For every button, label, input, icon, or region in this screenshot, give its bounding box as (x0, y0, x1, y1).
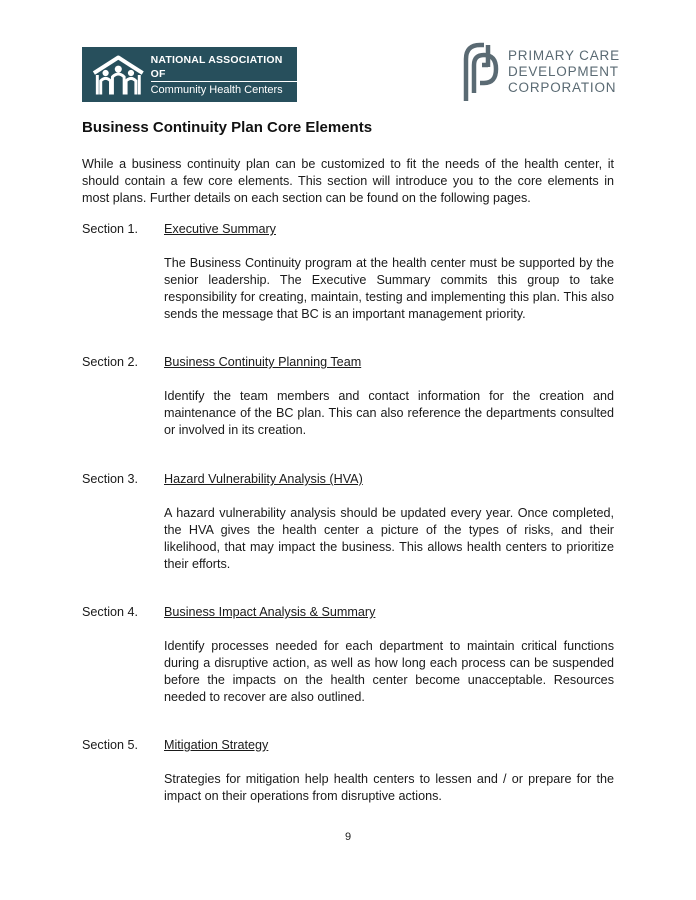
section-5-heading: Mitigation Strategy (164, 738, 269, 752)
section-4-label: Section 4. (82, 605, 139, 619)
section-2-heading: Business Continuity Planning Team (164, 355, 362, 369)
page-title: Business Continuity Plan Core Elements (82, 119, 373, 136)
nachc-logo-line2: Community Health Centers (151, 81, 297, 97)
section-5-body: Strategies for mitigation help health centers to lessen and / or prepare for the impact on their operations from disruptive actions. (164, 772, 614, 803)
nachc-logo-line1: NATIONAL ASSOCIATION OF (150, 53, 283, 80)
section-3-heading: Hazard Vulnerability Analysis (HVA) (164, 472, 363, 486)
page-number: 9 (344, 831, 352, 843)
section-1-body: The Business Continuity program at the health center must be supported by the senior leadership. The Executive Summary commits this group to take responsibility for creating, maintain, testing and implementing this plan. This also sends the message that BC is an important management priority. (164, 256, 614, 321)
intro-paragraph: While a business continuity plan can be customized to fit the needs of the health center, it should contain a few core elements. This section will introduce you to the core elements in most plans. Further details on each section can be found on the following pages. (82, 157, 614, 205)
section-2-body: Identify the team members and contact information for the creation and maintenance of the BC plan. This can also reference the departments consulted or involved in its creation. (164, 389, 614, 437)
pcdc-logo-line3: CORPORATION (508, 80, 617, 95)
section-1-label: Section 1. (82, 222, 139, 236)
house-people-icon (90, 53, 147, 97)
pcdc-logo-line2: DEVELOPMENT (508, 64, 619, 79)
section-4-body: Identify processes needed for each department to maintain critical functions during a disruptive action, as well as how long each process can be suspended before the impacts on the health center become unacceptable. Resources needed to recover are also outlined. (164, 639, 614, 704)
section-3-body: A hazard vulnerability analysis should be updated every year. Once completed, the HVA gives the health center a picture of the types of risks, and their likelihood, that may impact the business. This allows health centers to prioritize their efforts. (164, 506, 614, 571)
section-1-heading: Executive Summary (164, 222, 276, 236)
nachc-logo (82, 47, 297, 102)
pcdc-logo-line1: PRIMARY CARE (508, 48, 620, 63)
section-2-label: Section 2. (82, 355, 139, 369)
pcdc-logo (462, 40, 622, 104)
section-3-label: Section 3. (82, 472, 139, 486)
pcdc-monogram-icon (462, 41, 502, 103)
section-5-label: Section 5. (82, 738, 139, 752)
section-4-heading: Business Impact Analysis & Summary (164, 605, 376, 619)
